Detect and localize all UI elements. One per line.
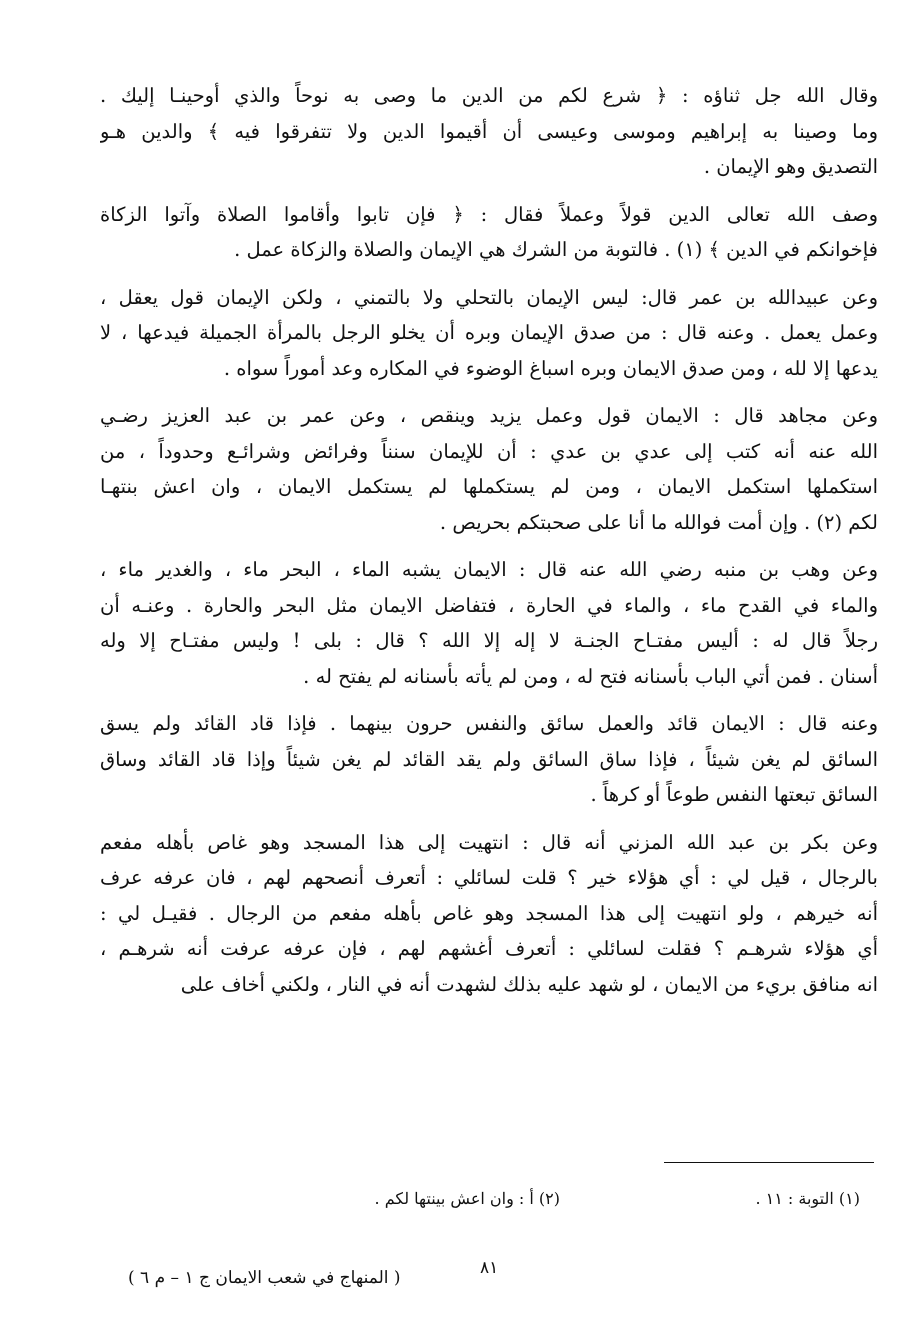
text-line: والماء في القدح ماء ، والماء في الحارة ، فتفاضل الايمان مثل البحر والحارة . وعنـه أن (100, 593, 878, 617)
text-line: وقال الله جل ثناؤه : ﴿ شرع لكم من الدين ما وصى به نوحاً والذي أوحينـا إليك . (100, 84, 878, 107)
text-line: التصديق وهو الإيمان . (703, 155, 878, 178)
book-signature: ( المنهاج في شعب الايمان ج ١ – م ٦ ) (128, 1268, 401, 1288)
paragraph (100, 398, 878, 540)
text-line: أنه خيرهم ، ولو انتهيت إلى هذا المسجد وهو غاص بأهله مفعم من الرجال . فقيـل لي : (100, 901, 878, 925)
text-line: أي هؤلاء شرهـم ؟ فقلت لسائلي : أتعرف أغشهم لهم ، فإن عرفه عرفت أنه شرهـم ، (100, 937, 878, 960)
text-line: انه منافق بريء من الايمان ، لو شهد عليه بذلك لشهدت أنه في النار ، ولكني أخاف على (180, 972, 878, 996)
paragraph (100, 280, 878, 387)
text-line: وعن بكر بن عبد الله المزني أنه قال : انتهيت إلى هذا المسجد وهو غاص بأهله مفعم (100, 830, 878, 854)
text-line: وعن وهب بن منبه رضي الله عنه قال : الايمان يشبه الماء ، البحر ماء ، والغدير ماء ، (100, 558, 878, 581)
paragraph (100, 706, 878, 813)
text-line: الله عنه أنه كتب إلى عدي بن عدي : أن للإيمان سنناً وفرائض وشرائـع وحدوداً ، من (100, 439, 878, 463)
paragraph (100, 197, 878, 268)
text-line: يدعها إلا لله ، ومن صدق الايمان وبره اسباغ الوضوء في المكاره وعد أموراً سواه . (223, 356, 878, 380)
text-line: السائق لم يغن شيئاً ، فإذا ساق السائق ولم يقد القائد لم يغن شيئاً وإذا قاد القائد وساق (100, 747, 878, 771)
paragraph (100, 78, 878, 185)
text-line: وصف الله تعالى الدين قولاً وعملاً فقال : ﴿ فإن تابوا وأقاموا الصلاة وآتوا الزكاة (100, 202, 878, 226)
paragraph (100, 552, 878, 694)
paragraph (100, 825, 878, 1003)
footnote-1: (١) التوبة : ١١ . (755, 1189, 860, 1208)
footnote-2: (٢) أ : وان اعش بينتها لكم . (374, 1189, 560, 1208)
text-line: السائق تبعتها النفس طوعاً أو كرهاً . (590, 783, 878, 806)
main-text (100, 78, 878, 1014)
text-line: وعمل يعمل . وعنه قال : من صدق الإيمان وبره أن يخلو الرجل بالمرأة الجميلة فيدعها ، لا (100, 321, 878, 344)
text-line: فإخوانكم في الدين ﴾ (١) . فالتوبة من الشرك هي الإيمان والصلاة والزكاة عمل . (234, 238, 878, 261)
text-line: بالرجال ، قيل لي : أي هؤلاء خير ؟ قلت لسائلي : أتعرف أنصحهم لهم ، فان عرفه عرف (100, 866, 878, 889)
footnotes (100, 1184, 860, 1218)
text-line: وعنه قال : الايمان قائد والعمل سائق والنفس حرون بينهما . فإذا قاد القائد ولم يسق (100, 712, 878, 735)
text-line: لكم (٢) . وإن أمت فوالله ما أنا على صحبتكم بحريص . (439, 510, 878, 534)
text-line: وما وصينا به إبراهيم وموسى وعيسى أن أقيموا الدين ولا تتفرقوا فيه ﴾ والدين هـو (100, 119, 878, 143)
text-line: استكملها استكمل الايمان ، ومن لم يستكملها لم يستكمل الايمان ، وان اعش بنتهـا (100, 475, 878, 498)
page-number: ٨١ (480, 1258, 499, 1278)
text-line: وعن عبيدالله بن عمر قال: ليس الإيمان بالتحلي ولا بالتمني ، ولكن الإيمان قول يعقل ، (100, 285, 878, 309)
page-footer (0, 1258, 908, 1298)
footnote-separator (664, 1162, 874, 1163)
text-line: أسنان . فمن أتي الباب بأسنانه فتح له ، ومن لم يأته بأسنانه لم يفتح له . (303, 664, 878, 688)
text-line: رجلاً قال له : أليس مفتـاح الجنـة لا إله إلا الله ؟ قال : بلى ! وليس مفتـاح إلا وله (100, 629, 878, 652)
text-line: وعن مجاهد قال : الايمان قول وعمل يزيد وينقص ، وعن عمر بن عبد العزيز رضـي (100, 404, 878, 427)
